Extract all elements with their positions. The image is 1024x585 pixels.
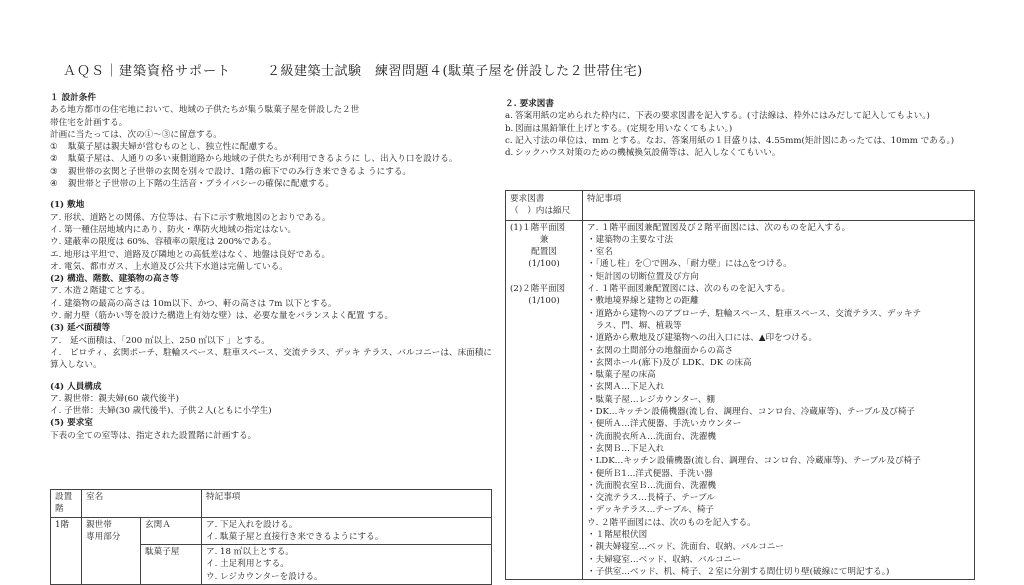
note-line: ・室名 [587, 247, 613, 258]
note-line: ・子供室…ベッド、机、椅子、２室に分割する間仕切り壁(破線にて明記する。) [587, 566, 890, 577]
structure-heading: (2) 構造、階数、建築物の高さ等 [50, 274, 179, 285]
note-item [50, 153, 495, 165]
rooms-heading: (5) 要求室 [50, 418, 93, 429]
site-item: イ. 第一種住居地域内にあり、防火・準防火地域の指定はない。 [50, 224, 297, 235]
requirement-text: 記入寸法の単位は、mm とする。なお、答案用紙の１目盛りは、4.55mm(矩計図にあったては、10mm である。) [515, 135, 955, 146]
note-line: ・道路から建物へのアプローチ、駐輪スペース、駐車スペース、交流テラス、デッキテ [587, 308, 922, 319]
room-name-cell: 玄関Ａ [141, 517, 202, 545]
note-line: ・駄菓子屋の床高 [587, 370, 656, 381]
note-line: ・玄関の土間部分の地盤面からの高さ [587, 345, 734, 356]
rooms-header-name: 室名 [82, 490, 202, 518]
note-text: 親世帯の玄関と子世帯の玄関を別々で設け、1階の廊下でのみ行き来できるよ うにする。 [68, 166, 412, 177]
intro-line: ある地方都市の住宅地において、地域の子供たちが集う駄菓子屋を併設した２世 [50, 105, 360, 116]
note-line: ・建築物の主要な寸法 [587, 234, 673, 245]
table-row [51, 517, 492, 545]
note-line: ・洗面脱衣室Ｂ…洗面台、洗濯機 [587, 480, 716, 491]
doc-line: 配置図 [531, 247, 557, 258]
note-line: ・「通し柱」を〇で囲み、「耐力壁」には△をつける。 [587, 259, 792, 270]
note-line: ・夫婦寝室…ベッド、収納、バルコニー [587, 554, 741, 565]
req-header-notes: 特記事項 [583, 191, 975, 221]
requirement-mark: a. [505, 111, 513, 122]
organization-name: ＡＱＳ｜建築資格サポート [63, 64, 232, 79]
floor-area-heading: (3) 延べ面積等 [50, 323, 111, 334]
room-note: ア. 下足入れを設ける。 [206, 519, 298, 530]
room-notes-cell [202, 517, 492, 545]
requirement-item [505, 147, 975, 159]
note-mark: ④ [50, 179, 58, 190]
notes-cell [583, 220, 975, 580]
required-drawings-heading: ２. 要求図書 [505, 99, 554, 109]
floor-area-item: ア. 延べ面積は、「200 ㎡以上、250 ㎡以下 」とする。 [50, 335, 270, 346]
site-heading: (1) 敷地 [50, 200, 85, 211]
intro-line: 帯住宅を計画する。 [50, 117, 128, 128]
doc-line: (1)１階平面図 [510, 222, 566, 233]
note-mark: ③ [50, 166, 58, 177]
requirement-mark: b. [505, 123, 514, 134]
site-item: ア. 形状、道路との関係、方位等は、右下に示す敷地図のとおりである。 [50, 212, 331, 223]
site-item: ウ. 建蔽率の限度は 60%、容積率の限度は 200%である。 [50, 237, 277, 248]
room-note: イ. 土足利用とする。 [206, 559, 289, 570]
page-header [63, 60, 643, 79]
site-item: エ. 地形は平坦で、道路及び隣地との高低差はなく、地盤は良好である。 [50, 249, 331, 260]
requirement-text: シックハウス対策のための機械換気設備等は、記入しなくてもいい。 [515, 148, 781, 159]
section-heading: １ 設計条件 [50, 93, 96, 103]
floor-area-item: イ. ピロティ、玄関ポーチ、駐輪スペース、駐車スペース、交流テラス、デッキ テラス、バルコニーは、床面積に算入しない。 [50, 347, 492, 371]
rooms-intro: 下表の全ての室等は、指定された設置階に計画する。 [50, 430, 257, 441]
note-item [50, 141, 495, 153]
note-line: イ. １階平面図兼配置図には、次のものを記入する。 [587, 284, 791, 295]
note-line: ・駄菓子屋…レジカウンター、棚 [587, 394, 716, 405]
room-name-cell: 駄菓子屋 [141, 545, 202, 585]
site-item: オ. 電気、都市ガス、上水道及び公共下水道は完備している。 [50, 261, 288, 272]
note-item [50, 178, 495, 190]
note-line: ・便所Ｂ1…洋式便器、手洗い器 [587, 468, 713, 479]
note-line: ・玄関Ａ…下足入れ [587, 382, 665, 393]
note-text: 駄菓子屋は、人通りの多い東側道路から地域の子供たちが利用できるように し、出入り口を設ける。 [68, 154, 458, 165]
doc-cell [506, 220, 583, 580]
exam-title: ２級建築士試験 練習問題４(駄菓子屋を併設した２世帯住宅) [267, 64, 643, 79]
note-mark: ② [50, 154, 58, 165]
note-line: ・洗面脱衣所Ａ…洗面台、洗濯機 [587, 431, 716, 442]
note-line: ・親夫婦寝室…ベッド、洗面台、収納、バルコニー [587, 542, 784, 553]
structure-item: ア. 木造２階建てとする。 [50, 286, 150, 297]
requirement-item [505, 110, 975, 122]
note-line: ラス、門、塀、植栽等 [587, 320, 682, 331]
note-item [50, 166, 495, 178]
note-line: ・矩計図の切断位置及び方向 [587, 271, 699, 282]
doc-line: (1/100) [528, 296, 560, 307]
group-cell: 親世帯 専用部分 [82, 517, 141, 584]
requirement-text: 図面は黒鉛筆仕上げとする。(定規を用いなくてもよい。) [515, 123, 733, 134]
room-note: イ. 駄菓子屋と直接行き来できるようにする。 [206, 531, 384, 542]
requirement-item [505, 135, 975, 147]
floor-cell: 1階 [51, 517, 82, 584]
structure-item: ウ. 耐力壁（筋かい等を設けた構造上有効な壁）は、必要な量をバランスよく配置 する。 [50, 311, 394, 322]
residents-item: イ. 子世帯：夫婦(30 歳代後半)、子供２人(ともに小学生) [50, 406, 272, 417]
table-row [506, 220, 975, 580]
note-line: ・デッキテラス…テーブル、椅子 [587, 505, 715, 516]
requirement-item [505, 123, 975, 135]
required-drawings-column [505, 98, 975, 159]
note-line: ・便所Ａ…洋式便器、手洗いカウンター [587, 419, 742, 430]
room-note: ウ. レジカウンターを設ける。 [206, 571, 323, 582]
requirement-mark: d. [505, 148, 514, 159]
note-line: ・１階屋根伏図 [587, 530, 648, 541]
residents-heading: (4) 人員構成 [50, 381, 102, 392]
note-text: 駄菓子屋は親夫婦が営むものとし、独立性に配慮する。 [68, 142, 283, 153]
requirement-text: 答案用紙の定められた枠内に、下表の要求図書を記入する。(寸法線は、枠外にはみだして記入してもよい。) [515, 111, 930, 122]
structure-item: イ. 建築物の最高の高さは 10m以下、かつ、軒の高さは 7m 以下とする。 [50, 298, 337, 309]
design-conditions-column [50, 92, 495, 442]
room-notes-cell [202, 545, 492, 585]
note-mark: ① [50, 142, 58, 153]
room-note: ア. 18 ㎡以上とする。 [206, 547, 294, 558]
req-header-docs: 要求図書 （ ）内は縮尺 [506, 191, 583, 221]
doc-line: (1/100) [528, 259, 560, 270]
note-line: ・LDK…キッチン設備機器(流し台、調理台、コンロ台、冷蔵庫等)、テーブル及び椅子 [587, 456, 921, 467]
note-line: ウ. ２階平面図には、次のものを記入する。 [587, 517, 756, 528]
note-line: ・玄関ホール(廊下)及び LDK、DK の床高 [587, 357, 752, 368]
rooms-header-notes: 特記事項 [202, 490, 492, 518]
doc-line: (2)２階平面図 [510, 283, 566, 294]
rooms-table [50, 489, 492, 585]
note-line: ・玄関Ｂ…下足入れ [587, 443, 665, 454]
note-line: ・交流テラス…長椅子、テーブル [587, 493, 715, 504]
note-line: ・DK…キッチン設備機器(流し台、調理台、コンロ台、冷蔵庫等)、テーブル及び椅子 [587, 407, 916, 418]
note-line: ア. １階平面図兼配置図及び２階平面図には、次のものを記入する。 [587, 222, 851, 233]
residents-item: ア. 親世帯：親夫婦(60 歳代後半) [50, 393, 179, 404]
note-text: 親世帯と子世帯の上下階の生活音・プライバシーの確保に配慮する。 [68, 179, 334, 190]
doc-line: 兼 [539, 234, 549, 245]
requirement-mark: c. [505, 135, 513, 146]
required-drawings-table [505, 190, 975, 580]
note-line: ・敷地境界線と建物との距離 [587, 296, 699, 307]
intro-line: 計画に当たっては、次の①～③に留意する。 [50, 129, 222, 140]
rooms-header-floor: 設置階 [51, 490, 82, 518]
note-line: ・道路から敷地及び建築物への出入口には、▲印をつける。 [587, 333, 818, 344]
